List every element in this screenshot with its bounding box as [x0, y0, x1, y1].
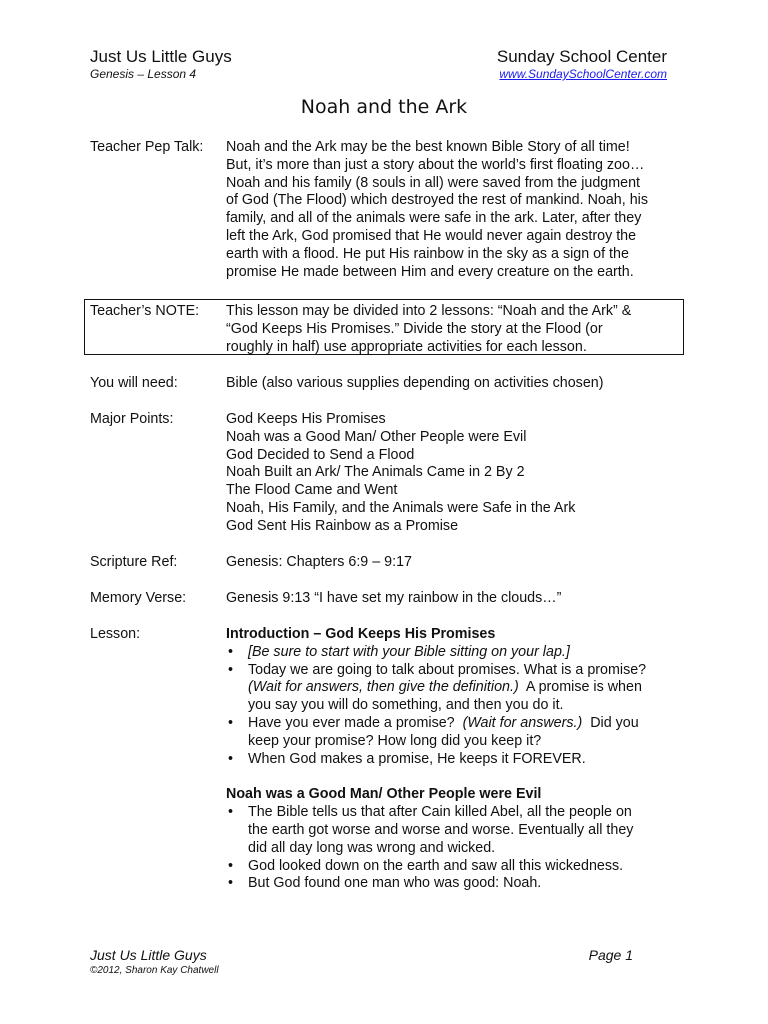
lesson-label: Lesson:	[90, 626, 141, 642]
bullet-text: keep your promise? How long did you keep it?	[248, 732, 542, 749]
pep-talk-line: Noah and the Ark may be the best known Bible Story of all time!	[226, 139, 630, 155]
major-point: Noah was a Good Man/ Other People were Evil	[226, 428, 527, 445]
section-bullets	[226, 644, 684, 769]
lesson-subtitle: Genesis – Lesson 4	[90, 67, 197, 81]
bullet-text: • Today we are going to talk about promises. What is a promise?	[248, 661, 647, 678]
teacher-note-line: This lesson may be divided into 2 lessons: “Noah and the Ark” &	[226, 303, 632, 319]
memory-value: Genesis 9:13 “I have set my rainbow in the clouds…”	[226, 590, 562, 606]
site-link[interactable]: www.SundaySchoolCenter.com	[499, 67, 667, 81]
bullet-text: you say you will do something, and then you do it.	[248, 697, 564, 714]
bullet-text: But God found one man who was good: Noah.	[248, 875, 542, 892]
bullet-text: A promise is when	[518, 679, 642, 696]
bullet-item	[226, 858, 684, 876]
bullet-italic-text: (Wait for answers.)	[462, 714, 583, 731]
bullet-item	[226, 715, 684, 751]
bullet-item	[226, 751, 684, 769]
page-title: Noah and the Ark	[300, 96, 468, 118]
bullet-text-line	[248, 679, 684, 697]
header-right	[497, 47, 667, 82]
teacher-note-line: roughly in half) use appropriate activities for each lesson.	[226, 338, 587, 355]
bullet-text: When God makes a promise, He keeps it FOREVER.	[248, 750, 586, 767]
copyright: ©2012, Sharon Kay Chatwell	[90, 965, 219, 976]
teacher-note-line: “God Keeps His Promises.” Divide the story at the Flood (or	[226, 320, 603, 337]
need-label: You will need:	[90, 375, 178, 391]
major-point: Noah, His Family, and the Animals were Safe in the Ark	[226, 499, 576, 516]
section-heading: Introduction – God Keeps His Promises	[226, 626, 496, 642]
lesson-body	[226, 626, 684, 893]
bullet-text: Have you ever made a promise?	[248, 714, 463, 731]
pep-talk-line: left the Ark, God promised that He would never again destroy the	[226, 227, 637, 244]
section-bullets	[226, 804, 684, 893]
page-number: Page 1	[588, 947, 633, 963]
bullet-text-line	[248, 715, 684, 733]
header-left	[90, 47, 232, 82]
footer-title: Just Us Little Guys	[90, 947, 207, 963]
pep-talk-line: earth with a flood. He put His rainbow in the sky as a sign of the	[226, 245, 629, 262]
pep-talk-line: of God (The Flood) which destroyed the rest of mankind. Noah, his	[226, 192, 648, 209]
need-value: Bible (also various supplies depending on activities chosen)	[226, 375, 604, 391]
footer-left	[90, 947, 219, 977]
bullet-text: God looked down on the earth and saw all this wickedness.	[248, 857, 624, 874]
pep-talk-line: Noah and his family (8 souls in all) were saved from the judgment	[226, 174, 641, 191]
major-point: God Decided to Send a Flood	[226, 446, 415, 463]
bullet-text: Did you	[582, 714, 639, 731]
major-points-list	[226, 411, 684, 536]
major-point: Noah Built an Ark/ The Animals Came in 2 By 2	[226, 464, 525, 481]
bullet-text: did all day long was wrong and wicked.	[248, 839, 496, 856]
bullet-item	[226, 875, 684, 893]
major-point: The Flood Came and Went	[226, 482, 398, 499]
scripture-label: Scripture Ref:	[90, 554, 178, 570]
teacher-note-label: Teacher’s NOTE:	[90, 303, 200, 319]
series-title: Just Us Little Guys	[90, 47, 232, 66]
bullet-text: • The Bible tells us that after Cain killed Abel, all the people on	[248, 804, 632, 821]
bullet-text: the earth got worse and worse and worse. Eventually all they	[248, 821, 634, 838]
major-point: God Sent His Rainbow as a Promise	[226, 517, 459, 534]
pep-talk-text	[226, 139, 684, 281]
major-points-label: Major Points:	[90, 411, 174, 427]
pep-talk-label: Teacher Pep Talk:	[90, 139, 204, 155]
bullet-italic-text: (Wait for answers, then give the definition.)	[248, 679, 519, 696]
memory-label: Memory Verse:	[90, 590, 187, 606]
bullet-item	[226, 662, 684, 715]
pep-talk-line: But, it’s more than just a story about the world’s first floating zoo…	[226, 156, 645, 173]
teacher-note-text	[226, 303, 684, 356]
pep-talk-line: promise He made between Him and every creature on the earth.	[226, 263, 634, 280]
major-point: God Keeps His Promises	[226, 411, 386, 427]
bullet-text: [Be sure to start with your Bible sitting on your lap.]	[248, 643, 570, 660]
site-title: Sunday School Center	[496, 47, 667, 66]
bullet-item	[226, 804, 684, 857]
bullet-item	[226, 644, 684, 662]
scripture-value: Genesis: Chapters 6:9 – 9:17	[226, 554, 412, 570]
section-heading: Noah was a Good Man/ Other People were Evil	[226, 786, 542, 803]
pep-talk-line: family, and all of the animals were safe in the ark. Later, after they	[226, 210, 642, 227]
